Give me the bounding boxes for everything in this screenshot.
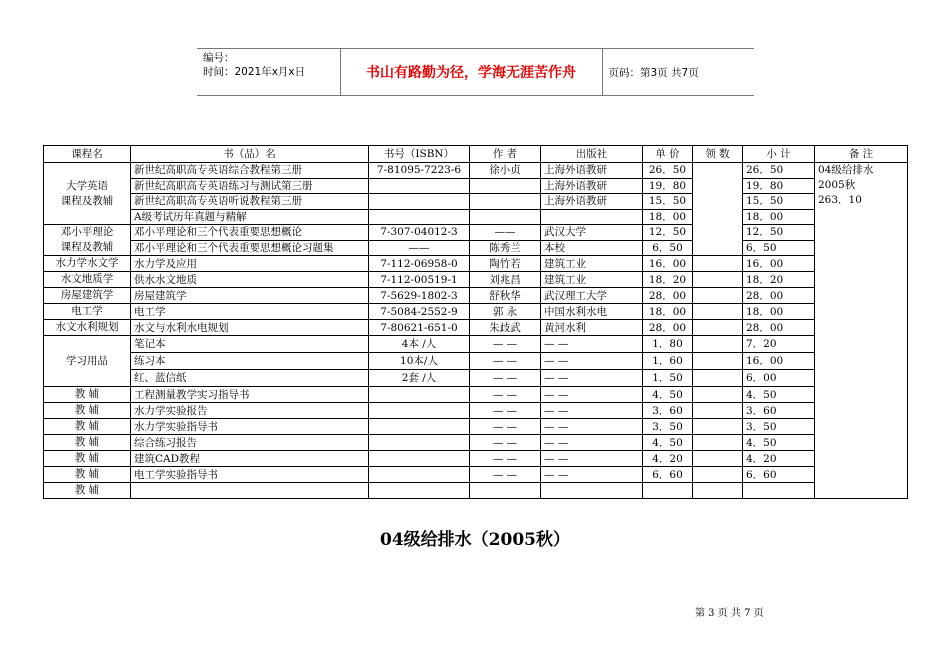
course-name-cell: 水文地质学 (44, 272, 131, 288)
quantity-cell (693, 467, 743, 483)
book-name-cell: 练习本 (131, 353, 369, 370)
quantity-cell (693, 336, 743, 353)
subtotal-cell: 18．20 (743, 272, 815, 288)
header-page-number: 页码：第3页 共7页 (602, 49, 754, 96)
table-row (44, 387, 908, 403)
unit-price-cell: 4．20 (643, 451, 693, 467)
table-row (44, 225, 908, 241)
subtotal-cell: 19．80 (743, 178, 815, 194)
subtotal-cell: 6．00 (743, 370, 815, 387)
subtotal-cell: 3．50 (743, 419, 815, 435)
isbn-cell: 4本 /人 (369, 336, 470, 353)
column-header: 作 者 (470, 146, 541, 163)
unit-price-cell: 12．50 (643, 225, 693, 241)
author-cell: — — (470, 419, 541, 435)
table-row (44, 240, 908, 256)
subtotal-cell: 26．50 (743, 163, 815, 179)
quantity-cell (693, 163, 743, 256)
table-header-row (44, 146, 908, 163)
isbn-cell: 7-80621-651-0 (369, 320, 470, 336)
author-cell: 舒秋华 (470, 288, 541, 304)
book-name-cell (131, 483, 369, 499)
author-cell: 陈秀兰 (470, 240, 541, 256)
course-name-cell: 教 辅 (44, 435, 131, 451)
header-motto-cell (340, 49, 602, 96)
table-row (44, 419, 908, 435)
course-name-cell: 教 辅 (44, 419, 131, 435)
book-name-cell: 电工学 (131, 304, 369, 320)
isbn-cell (369, 403, 470, 419)
book-name-cell: 综合练习报告 (131, 435, 369, 451)
subtotal-cell: 6．60 (743, 467, 815, 483)
quantity-cell (693, 272, 743, 288)
isbn-cell: 2套 /人 (369, 370, 470, 387)
publisher-cell: 建筑工业 (541, 272, 643, 288)
book-name-cell: 邓小平理论和三个代表重要思想概论习题集 (131, 240, 369, 256)
isbn-cell (369, 467, 470, 483)
author-cell: 刘兆昌 (470, 272, 541, 288)
table-row (44, 435, 908, 451)
unit-price-cell: 15．50 (643, 194, 693, 210)
course-name-cell: 教 辅 (44, 483, 131, 499)
author-cell: — — (470, 467, 541, 483)
isbn-cell: 7-112-00519-1 (369, 272, 470, 288)
column-header: 出版社 (541, 146, 643, 163)
book-name-cell: 水力学及应用 (131, 256, 369, 272)
course-name-cell: 教 辅 (44, 403, 131, 419)
book-name-cell: 供水水文地质 (131, 272, 369, 288)
quantity-cell (693, 451, 743, 467)
table-row (44, 353, 908, 370)
course-name-cell: 电工学 (44, 304, 131, 320)
author-cell: 陶竹若 (470, 256, 541, 272)
quantity-cell (693, 288, 743, 304)
course-name-cell: 教 辅 (44, 387, 131, 403)
table-row (44, 272, 908, 288)
book-name-cell: A级考试历年真题与精解 (131, 209, 369, 225)
unit-price-cell: 1．50 (643, 370, 693, 387)
publisher-cell: — — (541, 387, 643, 403)
author-cell: — — (470, 403, 541, 419)
table-row (44, 467, 908, 483)
remark-cell: 04级给排水 2005秋 263．10 (815, 163, 908, 499)
publisher-cell: — — (541, 403, 643, 419)
book-name-cell: 工程测量教学实习指导书 (131, 387, 369, 403)
isbn-cell (369, 194, 470, 210)
author-cell: — — (470, 353, 541, 370)
book-name-cell: 邓小平理论和三个代表重要思想概论 (131, 225, 369, 241)
table-row (44, 178, 908, 194)
author-cell: 郭 永 (470, 304, 541, 320)
book-name-cell: 新世纪高职高专英语听说教程第三册 (131, 194, 369, 210)
subtotal-cell: 15．50 (743, 194, 815, 210)
book-list-table (43, 145, 908, 499)
header-bianhao: 编号： (203, 52, 235, 64)
column-header: 小 计 (743, 146, 815, 163)
quantity-cell (693, 435, 743, 451)
isbn-cell (369, 178, 470, 194)
unit-price-cell: 28．00 (643, 288, 693, 304)
author-cell: — — (470, 387, 541, 403)
quantity-cell (693, 387, 743, 403)
column-header: 备 注 (815, 146, 908, 163)
isbn-cell (369, 209, 470, 225)
publisher-cell: 上海外语教研 (541, 178, 643, 194)
author-cell (470, 483, 541, 499)
table-row (44, 194, 908, 210)
publisher-cell (541, 209, 643, 225)
unit-price-cell: 28．00 (643, 320, 693, 336)
subtotal-cell: 12．50 (743, 225, 815, 241)
unit-price-cell: 16．00 (643, 256, 693, 272)
unit-price-cell: 6．50 (643, 240, 693, 256)
table-row (44, 483, 908, 499)
table-row (44, 370, 908, 387)
book-name-cell: 房屋建筑学 (131, 288, 369, 304)
quantity-cell (693, 304, 743, 320)
isbn-cell (369, 435, 470, 451)
unit-price-cell: 3．60 (643, 403, 693, 419)
table-row (44, 451, 908, 467)
unit-price-cell: 18．00 (643, 304, 693, 320)
isbn-cell: 7-307-04012-3 (369, 225, 470, 241)
publisher-cell: — — (541, 353, 643, 370)
column-header: 领 数 (693, 146, 743, 163)
subtotal-cell: 4．20 (743, 451, 815, 467)
quantity-cell (693, 370, 743, 387)
course-name-cell: 房屋建筑学 (44, 288, 131, 304)
unit-price-cell: 18．20 (643, 272, 693, 288)
table-row (44, 403, 908, 419)
unit-price-cell: 4．50 (643, 435, 693, 451)
isbn-cell: —— (369, 240, 470, 256)
author-cell: — — (470, 435, 541, 451)
publisher-cell: 中国水利水电 (541, 304, 643, 320)
publisher-cell: — — (541, 451, 643, 467)
unit-price-cell: 26．50 (643, 163, 693, 179)
publisher-cell: — — (541, 435, 643, 451)
author-cell: —— (470, 225, 541, 241)
subtotal-cell: 16．00 (743, 353, 815, 370)
course-name-cell: 大学英语 课程及教辅 (44, 163, 131, 225)
course-name-cell: 教 辅 (44, 451, 131, 467)
author-cell (470, 209, 541, 225)
book-name-cell: 电工学实验指导书 (131, 467, 369, 483)
unit-price-cell: 1．80 (643, 336, 693, 353)
page-footer: 第 3 页 共 7 页 (695, 608, 764, 619)
isbn-cell: 10本/人 (369, 353, 470, 370)
course-name-cell: 教 辅 (44, 467, 131, 483)
table-row (44, 336, 908, 353)
isbn-cell (369, 483, 470, 499)
page-header (197, 48, 754, 96)
publisher-cell: 武汉理工大学 (541, 288, 643, 304)
isbn-cell (369, 419, 470, 435)
course-name-cell: 邓小平理论 课程及教辅 (44, 225, 131, 256)
subtotal-cell: 28．00 (743, 320, 815, 336)
unit-price-cell: 18．00 (643, 209, 693, 225)
subtotal-cell: 16．00 (743, 256, 815, 272)
course-name-cell: 水力学水文学 (44, 256, 131, 272)
table-row (44, 209, 908, 225)
unit-price-cell: 1．60 (643, 353, 693, 370)
publisher-cell (541, 483, 643, 499)
book-name-cell: 水力学实验报告 (131, 403, 369, 419)
book-name-cell: 新世纪高职高专英语练习与测试第三册 (131, 178, 369, 194)
book-name-cell: 建筑CAD教程 (131, 451, 369, 467)
isbn-cell: 7-112-06958-0 (369, 256, 470, 272)
quantity-cell (693, 419, 743, 435)
author-cell (470, 178, 541, 194)
table-row (44, 256, 908, 272)
table-row (44, 320, 908, 336)
quantity-cell (693, 256, 743, 272)
isbn-cell (369, 387, 470, 403)
subtotal-cell: 4．50 (743, 387, 815, 403)
book-name-cell: 新世纪高职高专英语综合教程第三册 (131, 163, 369, 179)
course-name-cell: 水文水利规划 (44, 320, 131, 336)
quantity-cell (693, 353, 743, 370)
unit-price-cell: 6．60 (643, 467, 693, 483)
book-name-cell: 笔记本 (131, 336, 369, 353)
isbn-cell (369, 451, 470, 467)
unit-price-cell: 3．50 (643, 419, 693, 435)
header-motto: 书山有路勤为径，学海无涯苦作舟 (366, 65, 576, 81)
course-name-cell: 学习用品 (44, 336, 131, 387)
table-body (44, 163, 908, 499)
subtotal-cell: 28．00 (743, 288, 815, 304)
publisher-cell: 建筑工业 (541, 256, 643, 272)
publisher-cell: — — (541, 419, 643, 435)
publisher-cell: 本校 (541, 240, 643, 256)
unit-price-cell: 4．50 (643, 387, 693, 403)
publisher-cell: — — (541, 336, 643, 353)
table-row (44, 163, 908, 179)
isbn-cell: 7-5629-1802-3 (369, 288, 470, 304)
quantity-cell (693, 483, 743, 499)
publisher-cell: 上海外语教研 (541, 163, 643, 179)
column-header: 课程名 (44, 146, 131, 163)
author-cell: 朱歧武 (470, 320, 541, 336)
table-row (44, 304, 908, 320)
author-cell (470, 194, 541, 210)
publisher-cell: — — (541, 467, 643, 483)
quantity-cell (693, 320, 743, 336)
subtotal-cell: 7．20 (743, 336, 815, 353)
book-name-cell: 红、蓝信纸 (131, 370, 369, 387)
publisher-cell: 武汉大学 (541, 225, 643, 241)
author-cell: — — (470, 370, 541, 387)
author-cell: 徐小贞 (470, 163, 541, 179)
book-name-cell: 水力学实验指导书 (131, 419, 369, 435)
table-row (44, 288, 908, 304)
unit-price-cell (643, 483, 693, 499)
subtotal-cell: 4．50 (743, 435, 815, 451)
publisher-cell: — — (541, 370, 643, 387)
column-header: 书（品）名 (131, 146, 369, 163)
header-time: 时间：2021年x月x日 (203, 66, 306, 78)
column-header: 书号（ISBN） (369, 146, 470, 163)
author-cell: — — (470, 336, 541, 353)
subtotal-cell (743, 483, 815, 499)
quantity-cell (693, 403, 743, 419)
subtotal-cell: 3．60 (743, 403, 815, 419)
subtotal-cell: 18．00 (743, 304, 815, 320)
document-title: 04级给排水（2005秋） (380, 530, 570, 550)
publisher-cell: 上海外语教研 (541, 194, 643, 210)
subtotal-cell: 6．50 (743, 240, 815, 256)
isbn-cell: 7-5084-2552-9 (369, 304, 470, 320)
publisher-cell: 黄河水利 (541, 320, 643, 336)
subtotal-cell: 18．00 (743, 209, 815, 225)
book-name-cell: 水文与水利水电规划 (131, 320, 369, 336)
author-cell: — — (470, 451, 541, 467)
column-header: 单 价 (643, 146, 693, 163)
unit-price-cell: 19．80 (643, 178, 693, 194)
isbn-cell: 7-81095-7223-6 (369, 163, 470, 179)
header-meta (197, 49, 340, 96)
